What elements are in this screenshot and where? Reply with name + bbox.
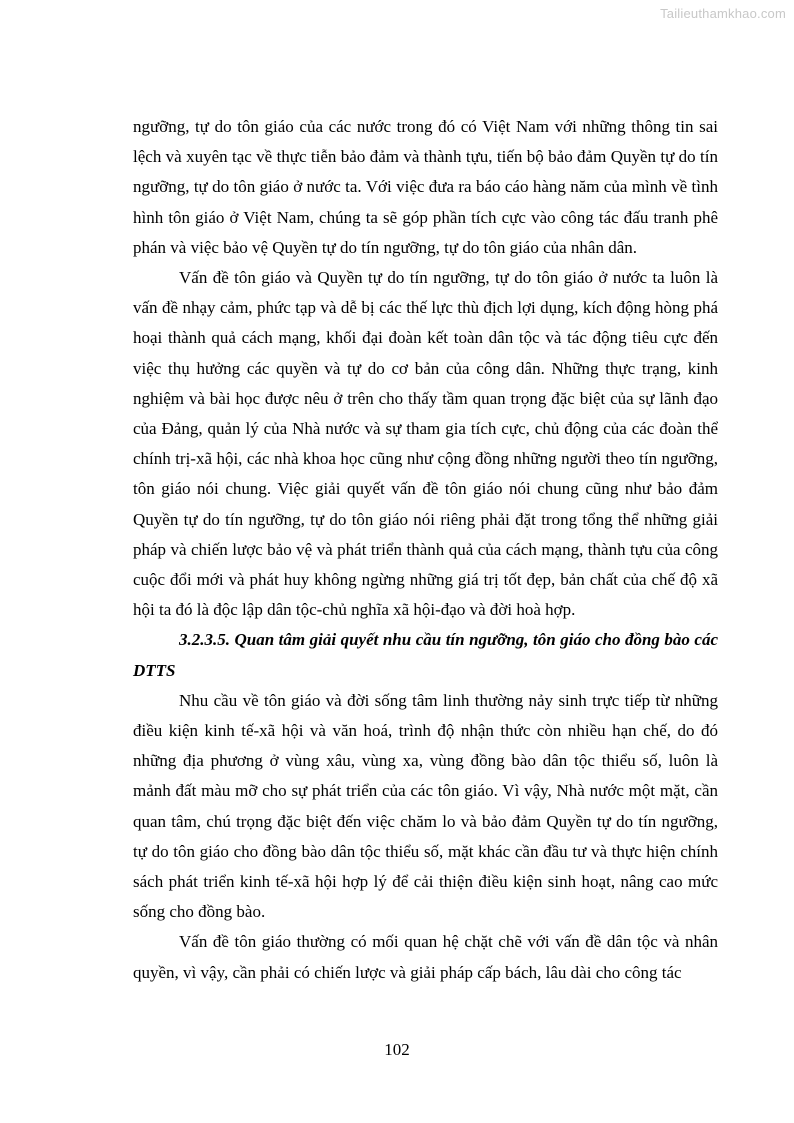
paragraph-needs: Nhu cầu về tôn giáo và đời sống tâm linh thường nảy sinh trực tiếp từ những điều kiện kinh tế-xã hội và văn hoá, trình độ nhận thức còn nhiều hạn chế, do đó những địa phương ở vùng xâu, vùng xa, vùng đồng bào dân tộc thiểu số, luôn là mảnh đất màu mỡ cho sự phát triển của các tôn giáo. Vì vậy, Nhà nước một mặt, cần quan tâm, chú trọng đặc biệt đến việc chăm lo và bảo đảm Quyền tự do tín ngưỡng, tự do tôn giáo cho đồng bào dân tộc thiểu số, mặt khác cần đầu tư và thực hiện chính sách phát triển kinh tế-xã hội hợp lý để cải thiện điều kiện sinh hoạt, nâng cao mức sống cho đồng bào. bbox=[133, 690, 718, 922]
page-body bbox=[133, 112, 718, 988]
paragraph-relationship: Vấn đề tôn giáo thường có mối quan hệ chặt chẽ với vấn đề dân tộc và nhân quyền, vì vậy, cần phải có chiến lược và giải pháp cấp bách, lâu dài cho công tác bbox=[133, 932, 718, 982]
paragraph-continuation: ngưỡng, tự do tôn giáo của các nước trong đó có Việt Nam với những thông tin sai lệch và xuyên tạc về thực tiễn bảo đảm và thành tựu, tiến bộ bảo đảm Quyền tự do tín ngưỡng, tự do tôn giáo ở nước ta. Với việc đưa ra báo cáo hàng năm của mình về tình hình tôn giáo ở Việt Nam, chúng ta sẽ góp phần tích cực vào công tác đấu tranh phê phán và việc bảo vệ Quyền tự do tín ngưỡng, tự do tôn giáo của nhân dân. bbox=[133, 117, 718, 257]
page-number: 102 bbox=[384, 1040, 410, 1059]
paragraph-religion-issue: Vấn đề tôn giáo và Quyền tự do tín ngưỡng, tự do tôn giáo ở nước ta luôn là vấn đề nhạy cảm, phức tạp và dễ bị các thế lực thù địch lợi dụng, kích động hòng phá hoại thành quả cách mạng, khối đại đoàn kết toàn dân tộc và tác động tiêu cực đến việc thụ hưởng các quyền và tự do cơ bản của công dân. Những thực trạng, kinh nghiệm và bài học được nêu ở trên cho thấy tầm quan trọng đặc biệt của sự lãnh đạo của Đảng, quản lý của Nhà nước và sự tham gia tích cực, chủ động của các đoàn thể chính trị-xã hội, các nhà khoa học cũng như cộng đồng những người theo tín ngưỡng, tôn giáo nói chung. Việc giải quyết vấn đề tôn giáo nói chung cũng như bảo đảm Quyền tự do tín ngưỡng, tự do tôn giáo nói riêng phải đặt trong tổng thể những giải pháp và chiến lược bảo vệ và phát triển thành quả của cách mạng, thành tựu của công cuộc đổi mới và phát huy không ngừng những giá trị tốt đẹp, bản chất của chế độ xã hội ta đó là độc lập dân tộc-chủ nghĩa xã hội-đạo và đời hoà hợp. bbox=[133, 268, 718, 620]
section-heading: 3.2.3.5. Quan tâm giải quyết nhu cầu tín ngưỡng, tôn giáo cho đồng bào các DTTS bbox=[133, 630, 718, 680]
watermark: Tailieuthamkhao.com bbox=[660, 6, 786, 21]
